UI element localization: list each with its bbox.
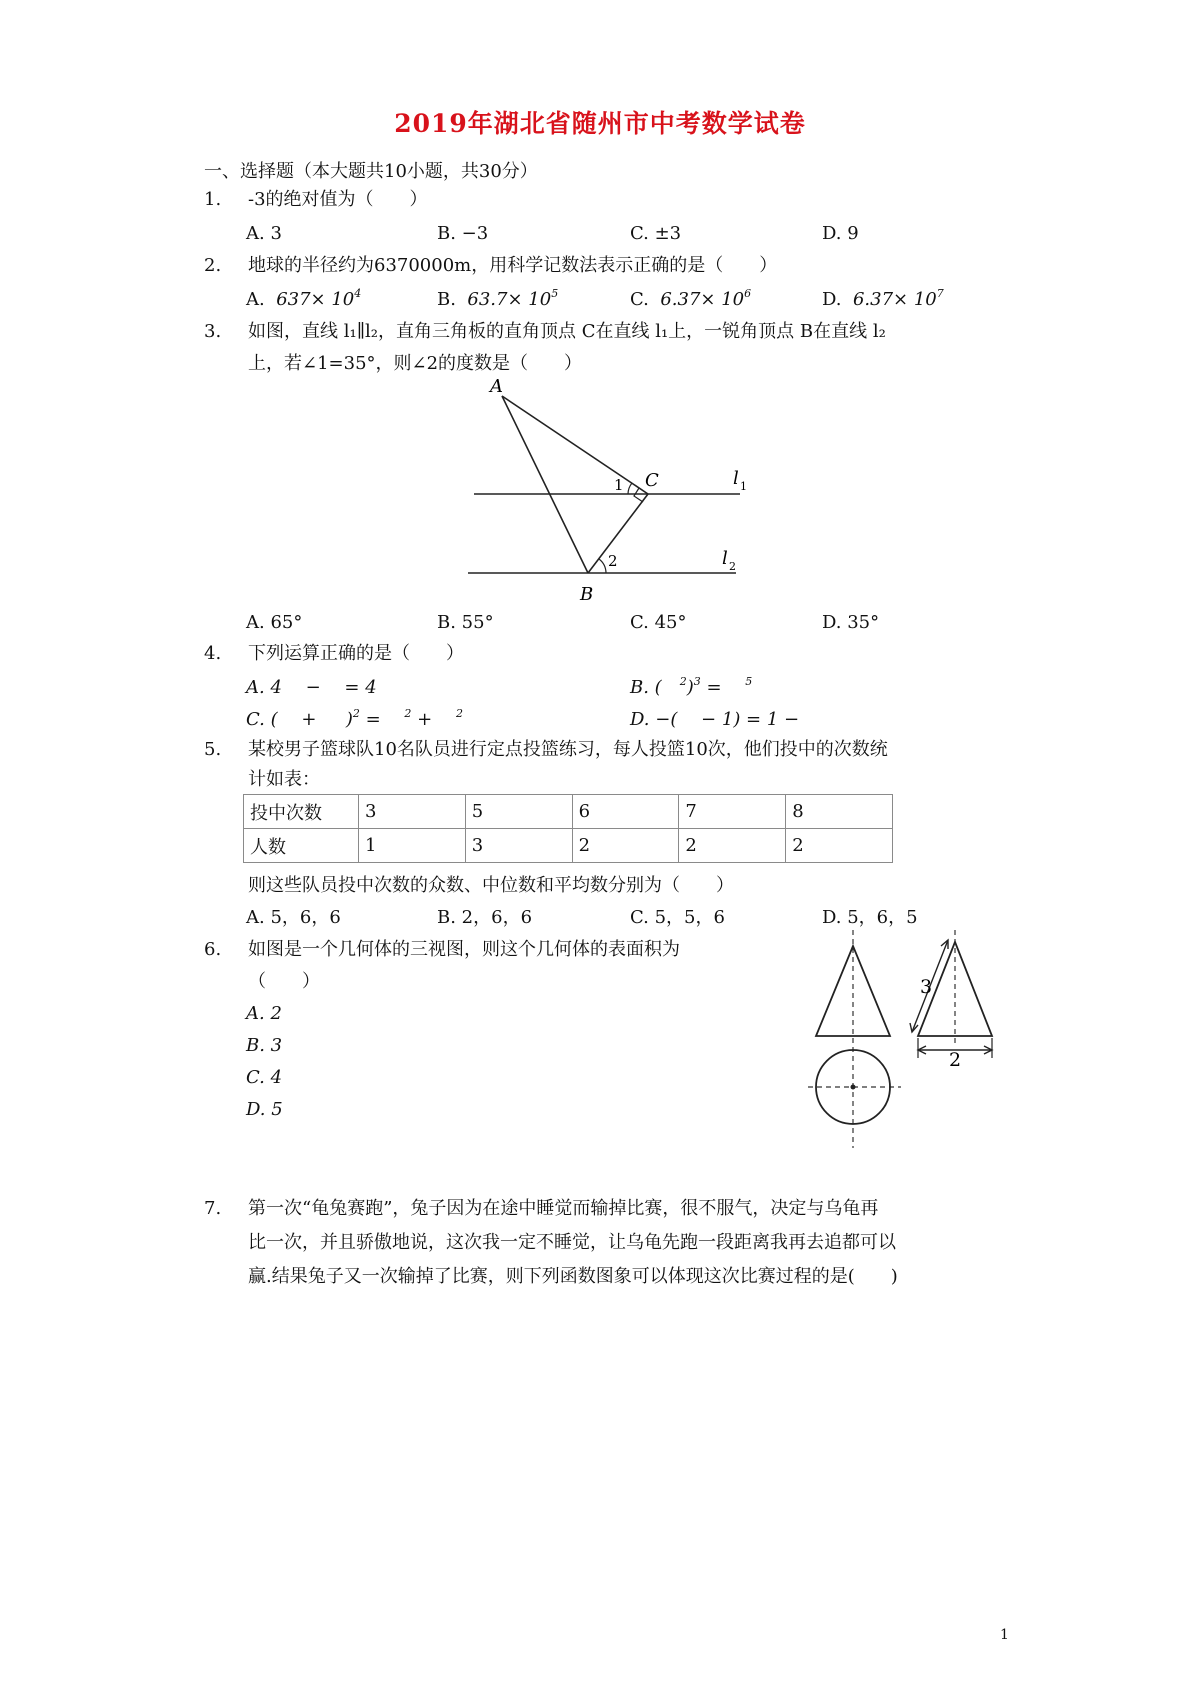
angle2-arc (599, 559, 606, 573)
option-c: C. 45° (630, 612, 687, 633)
question-stem: 地球的半径约为6370000m，用科学记数法表示正确的是（ ） (248, 255, 778, 276)
page-number: 1 (1000, 1627, 1009, 1643)
top-view-center (851, 1085, 856, 1090)
document-title: 2019年湖北省随州市中考数学试卷 (394, 109, 806, 138)
exponent: 6 (744, 287, 752, 300)
option-d: D. 5，6，5 (822, 907, 918, 928)
option-d: D. 5 (246, 1099, 283, 1120)
option-a (246, 288, 361, 312)
option-b: B. −3 (437, 223, 489, 244)
table-row (244, 829, 893, 863)
option-d (822, 288, 944, 312)
question-stem-line1: 如图是一个几何体的三视图，则这个几何体的表面积为 (248, 939, 680, 960)
question-stem-line2: 计如表： (248, 769, 320, 790)
table-cell: 3 (465, 829, 572, 863)
question-stem-line2: （ ） (248, 971, 320, 992)
question-number: 5. (204, 739, 222, 760)
angle1-arc (628, 483, 632, 494)
option-c: C. 5，5，6 (630, 907, 725, 928)
option-c: C. 4 (246, 1067, 283, 1088)
question-stem: -3的绝对值为（ ） (248, 189, 428, 210)
exponent: 4 (354, 287, 362, 300)
option-c (630, 288, 751, 312)
option-text: = (700, 677, 746, 698)
question-stem-line1: 如图，直线 l₁∥l₂，直角三角板的直角顶点 C在直线 l₁上，一锐角顶点 B在直线 l₂ (248, 321, 886, 342)
question-number: 7. (204, 1198, 222, 1219)
label-l1-sub: 1 (740, 480, 747, 493)
exponent: 3 (693, 675, 701, 688)
option-text: + (411, 709, 456, 730)
question-number: 2. (204, 255, 222, 276)
label-b: B (580, 584, 594, 605)
table-cell: 7 (679, 795, 786, 829)
option-letter: D. (822, 289, 842, 310)
exponent: 2 (352, 707, 360, 720)
table-cell: 1 (359, 829, 466, 863)
triangle-parallel-lines-figure (440, 378, 760, 608)
table-cell: 2 (679, 829, 786, 863)
exponent: 2 (455, 707, 463, 720)
question-stem-line1: 某校男子篮球队10名队员进行定点投篮练习，每人投篮10次，他们投中的次数统 (248, 739, 888, 760)
segment-ab (502, 396, 588, 573)
option-letter: C. (630, 289, 649, 310)
three-view-figure (806, 928, 1006, 1148)
table-cell: 3 (359, 795, 466, 829)
label-angle1: 1 (614, 476, 624, 494)
label-base: 2 (949, 1049, 962, 1071)
exponent: 5 (745, 675, 753, 688)
question-stem: 下列运算正确的是（ ） (248, 643, 464, 664)
label-angle2: 2 (608, 552, 618, 570)
question-stem-line3: 赢.结果兔子又一次输掉了比赛，则下列函数图象可以体现这次比赛过程的是( ) (248, 1266, 898, 1287)
option-b: B. 3 (246, 1035, 283, 1056)
question-number: 4. (204, 643, 222, 664)
option-text: = (359, 709, 405, 730)
option-d: D. −( − 1) = 1 − (630, 709, 800, 730)
option-text: ) (686, 677, 694, 698)
option-b (630, 676, 752, 700)
option-a: A. 4 − = 4 (246, 677, 377, 698)
label-c: C (645, 470, 659, 491)
option-b: B. 55° (437, 612, 494, 633)
option-value: 6.37× 10 (660, 289, 745, 310)
exponent: 5 (551, 287, 559, 300)
table-cell: 人数 (244, 829, 359, 863)
option-b (437, 288, 558, 312)
question-stem-line2: 比一次，并且骄傲地说，这次我一定不睡觉，让乌龟先跑一段距离我再去追都可以 (248, 1232, 896, 1253)
option-b: B. 2，6，6 (437, 907, 533, 928)
section-header: 一、选择题（本大题共10小题，共30分） (204, 161, 538, 182)
table-cell: 2 (572, 829, 679, 863)
label-l2-sub: 2 (729, 560, 736, 573)
option-text: B. ( (630, 677, 680, 698)
option-value: 637× 10 (276, 289, 355, 310)
table-cell: 5 (465, 795, 572, 829)
table-cell: 8 (786, 795, 893, 829)
label-slant: 3 (920, 976, 933, 998)
table-row (244, 795, 893, 829)
option-a: A. 2 (246, 1003, 282, 1024)
option-value: 6.37× 10 (852, 289, 937, 310)
question-stem-line1: 第一次“龟兔赛跑”，兔子因为在途中睡觉而输掉比赛，很不服气，决定与乌龟再 (248, 1198, 879, 1219)
option-c (246, 708, 463, 732)
question-follow-up: 则这些队员投中次数的众数、中位数和平均数分别为（ ） (248, 875, 734, 896)
label-l1: l (733, 468, 739, 489)
question-number: 6. (204, 939, 222, 960)
question-number: 3. (204, 321, 222, 342)
table-cell: 投中次数 (244, 795, 359, 829)
question-number: 1. (204, 189, 222, 210)
exponent: 7 (936, 287, 944, 300)
segment-cb (588, 494, 648, 573)
option-d: D. 9 (822, 223, 859, 244)
option-value: 63.7× 10 (467, 289, 552, 310)
shooting-stats-table (243, 794, 893, 863)
option-a: A. 3 (246, 223, 282, 244)
option-c: C. ±3 (630, 223, 682, 244)
option-text: C. ( + ) (246, 709, 353, 730)
exponent: 2 (404, 707, 412, 720)
option-a: A. 65° (246, 612, 303, 633)
option-a: A. 5，6，6 (246, 907, 341, 928)
exponent: 2 (679, 675, 687, 688)
table-cell: 2 (786, 829, 893, 863)
option-letter: A. (246, 289, 265, 310)
question-stem-line2: 上，若∠1=35°，则∠2的度数是（ ） (248, 353, 583, 374)
table-cell: 6 (572, 795, 679, 829)
label-l2: l (722, 548, 728, 569)
option-d: D. 35° (822, 612, 880, 633)
option-letter: B. (437, 289, 456, 310)
segment-ac (502, 396, 648, 494)
label-a: A (490, 376, 503, 397)
